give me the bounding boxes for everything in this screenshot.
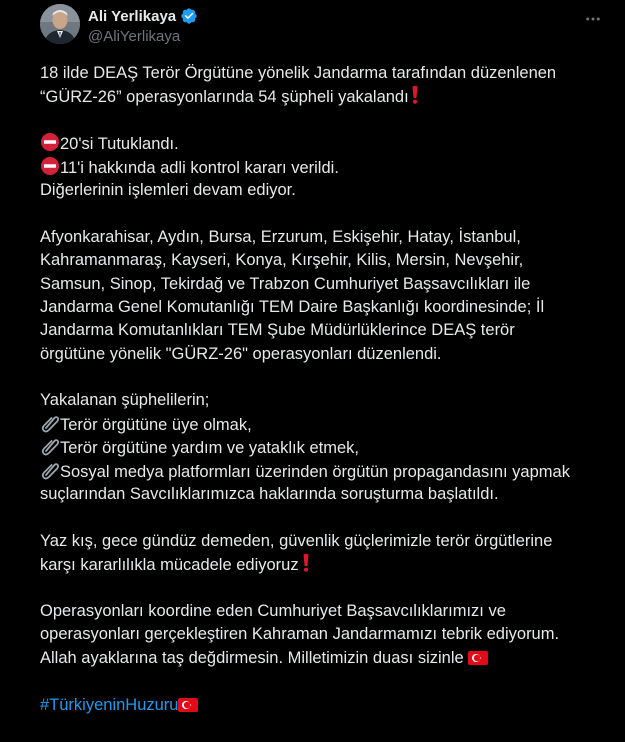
text-line: Afyonkarahisar, Aydın, Bursa, Erzurum, Eskişehir, Hatay, İstanbul, [40, 227, 521, 246]
hashtag-link[interactable]: #TürkiyeninHuzuru [40, 695, 179, 714]
text-line [40, 156, 612, 179]
text-span: Terör örgütüne yardım ve yataklık etmek, [60, 439, 359, 458]
text-line: Jandarma Komutanlıkları TEM Şube Müdürlüklerince DEAŞ terör [40, 321, 515, 340]
author-handle[interactable]: @AliYerlikaya [88, 28, 181, 45]
text-span: 11'i hakkında adli kontrol kararı verildi. [60, 158, 339, 177]
text-span: Allah ayaklarına taş değdirmesin. Milletimizin duası sizinle [40, 648, 464, 667]
text-line [40, 436, 612, 459]
text-span: 20'si Tutuklandı. [60, 135, 179, 154]
text-line: Diğerlerinin işlemleri devam ediyor. [40, 180, 296, 199]
text-line [40, 553, 612, 576]
text-line [40, 647, 612, 670]
text-span: Sosyal medya platformları üzerinden örgütün propagandasını yapmak [60, 462, 570, 481]
red-exclamation-icon [409, 85, 421, 112]
author-names [88, 6, 198, 45]
text-span: karşı kararlılıkla mücadele ediyoruz [40, 556, 299, 575]
turkey-flag-icon [468, 650, 488, 673]
text-line: örgütüne yönelik "GÜRZ-26" operasyonları düzenlendi. [40, 344, 442, 363]
text-span: Terör örgütüne üye olmak, [60, 415, 252, 434]
verified-badge-icon [180, 7, 198, 25]
text-line: 18 ilde DEAŞ Terör Örgütüne yönelik Jandarma tarafından düzenlenen [40, 64, 557, 82]
text-line: operasyonları gerçekleştiren Kahraman Jandarmamızı tebrik ediyorum. [40, 625, 560, 644]
more-options-icon[interactable] [580, 6, 606, 32]
text-line [40, 132, 612, 155]
avatar[interactable] [40, 4, 80, 44]
text-line: suçlarından Savcılıklarımızca haklarında soruşturma başlatıldı. [40, 485, 499, 504]
text-line: Yaz kış, gece gündüz demeden, güvenlik güçlerimizle terör örgütlerine [40, 531, 553, 550]
avatar-image [40, 4, 80, 44]
text-line [40, 694, 612, 717]
text-line: Operasyonları koordine eden Cumhuriyet Başsavcılıklarımızı ve [40, 601, 506, 620]
text-line: Samsun, Sinop, Tekirdağ ve Trabzon Cumhuriyet Başsavcılıkları ile [40, 274, 531, 293]
tweet-text [40, 62, 612, 717]
text-line [40, 85, 612, 108]
red-exclamation-icon [299, 553, 313, 580]
text-line [40, 460, 612, 483]
tweet-header [40, 4, 610, 48]
text-line: Jandarma Genel Komutanlığı TEM Daire Başkanlığı koordinesinde; İl [40, 297, 545, 316]
text-line [40, 413, 612, 436]
display-name[interactable]: Ali Yerlikaya [88, 7, 177, 25]
text-line: Kahramanmaraş, Kayseri, Konya, Kırşehir, Kilis, Mersin, Nevşehir, [40, 251, 524, 270]
text-span: “GÜRZ-26” operasyonlarında 54 şüpheli yakalandı [40, 88, 409, 107]
text-line: Yakalanan şüphelilerin; [40, 391, 210, 410]
turkey-flag-icon [178, 697, 198, 720]
